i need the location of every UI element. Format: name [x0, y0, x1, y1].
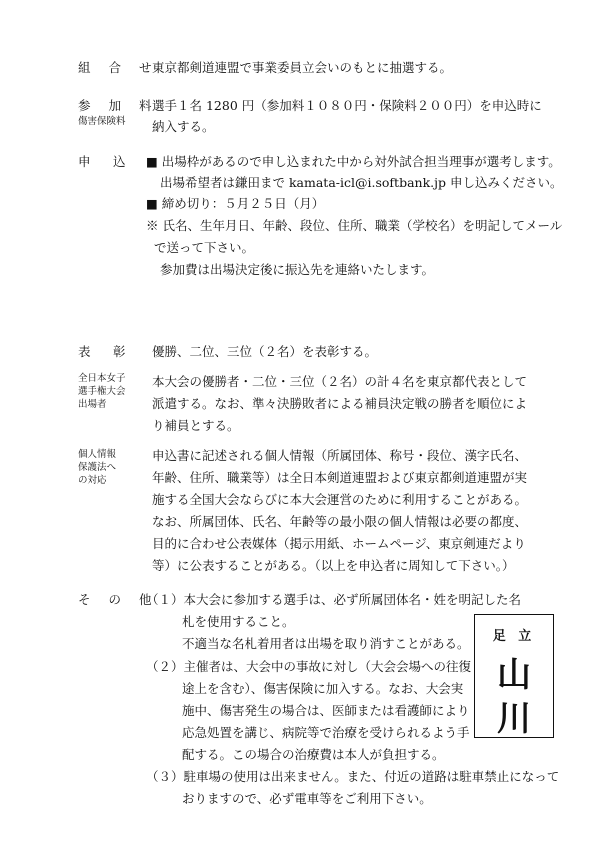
nametag-name-char-1: 山	[497, 655, 531, 695]
apply-line-6: 参加費は出場決定後に振込先を連絡いたします。	[160, 262, 435, 277]
award-line-1: 優勝、二位、三位（２名）を表彰する。	[152, 344, 378, 359]
apply-line-2: 出場希望者は鎌田まで kamata-icl@i.softbank.jp 申し込みください。	[160, 175, 563, 190]
label-apply: 申 込	[78, 154, 128, 169]
other-line-10: おりますので、必ず電車等をご利用下さい。	[182, 791, 432, 806]
privacy-line-2: 年齢、住所、職業等）は全日本剣道連盟および東京都剣道連盟が実	[152, 470, 528, 485]
sublabel-womens-1: 全日本女子	[78, 373, 126, 384]
other-line-6: 施中、傷害発生の場合は、医師または看護師により	[182, 703, 470, 718]
other-line-2: 札を使用すること。	[182, 614, 295, 629]
privacy-line-5: 目的に合わせ公表媒体（掲示用紙、ホームページ、東京剣連だより	[152, 536, 526, 551]
sublabel-fee: 傷害保険料	[78, 116, 126, 127]
apply-line-5: で送って下さい。	[154, 240, 255, 255]
other-line-4: （２）主催者は、大会中の事故に対し（大会会場への往復	[146, 659, 472, 674]
other-line-8: 配する。この場合の治療費は本人が負担する。	[182, 747, 445, 762]
other-line-7: 応急処置を講じ、病院等で治療を受けられるよう手	[182, 725, 470, 740]
sublabel-womens-2: 選手権大会	[78, 386, 126, 397]
other-line-1: （１）本大会に参加する選手は、必ず所属団体名・姓を明記した名	[146, 592, 522, 607]
nametag-example	[474, 614, 554, 738]
sublabel-privacy-1: 個人情報	[78, 449, 117, 460]
sublabel-privacy-3: の対応	[78, 475, 107, 486]
other-line-9: （３）駐車場の使用は出来ません。また、付近の道路は駐車禁止になって	[146, 769, 560, 784]
privacy-line-3: 施する全国大会ならびに本大会運営のために利用することがある。	[152, 492, 528, 507]
sublabel-privacy-2: 保護法へ	[78, 462, 117, 473]
privacy-line-4: なお、所属団体、氏名、年齢等の最小限の個人情報は必要の都度、	[152, 514, 528, 529]
nametag-name-char-2: 川	[497, 699, 531, 739]
sublabel-womens-3: 出場者	[78, 399, 107, 410]
other-line-3: 不適当な名札着用者は出場を取り消すことがある。	[182, 636, 470, 651]
apply-line-3: ■ 締め切り：５月２５日（月）	[146, 196, 325, 211]
womens-line-3: り補員とする。	[152, 418, 240, 433]
label-other: そ の 他	[78, 592, 159, 607]
fee-line-1: 選手１名 1280 円（参加料１０８０円・保険料２００円）を申込時に	[152, 98, 542, 113]
privacy-line-6: 等）に公表することがある。（以上を申込者に周知して下さい。）	[152, 558, 515, 573]
womens-line-2: 派遣する。なお、準々決勝敗者による補員決定戦の勝者を順位によ	[152, 396, 528, 411]
other-line-5: 途上を含む）、傷害保険に加入する。なお、大会実	[182, 681, 464, 696]
privacy-line-1: 申込書に記述される個人情報（所属団体、称号・段位、漢字氏名、	[152, 448, 528, 463]
nametag-affiliation: 足 立	[492, 629, 536, 644]
label-award: 表 彰	[78, 344, 128, 359]
organize-line-1: 東京都剣道連盟で事業委員立会いのもとに抽選する。	[152, 60, 453, 75]
apply-line-1: ■ 出場枠があるので申し込まれた中から対外試合担当理事が選考します。	[146, 154, 561, 169]
fee-line-2: 納入する。	[152, 119, 215, 134]
label-organize: 組 合 せ	[78, 60, 159, 75]
label-fee: 参 加 料	[78, 98, 159, 113]
apply-line-4: ※ 氏名、生年月日、年齢、段位、住所、職業（学校名）を明記してメール	[146, 218, 563, 233]
womens-line-1: 本大会の優勝者・二位・三位（２名）の計４名を東京都代表として	[152, 374, 528, 389]
